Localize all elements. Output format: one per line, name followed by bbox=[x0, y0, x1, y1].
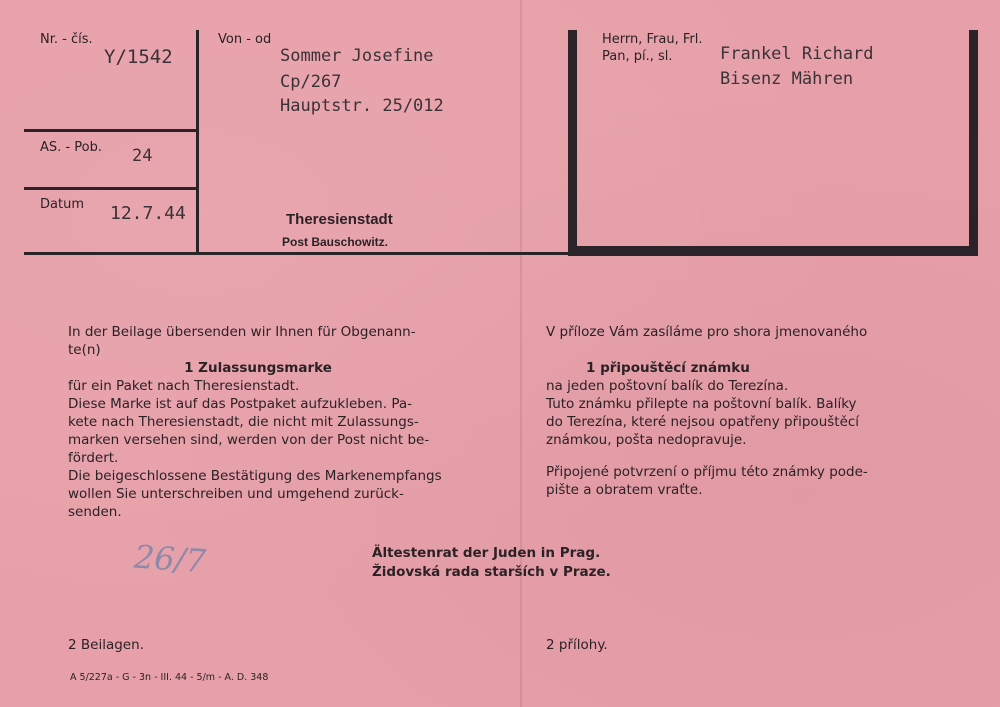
german-item: 1 Zulassungsmarke bbox=[184, 360, 332, 376]
recipient-name: Frankel Richard bbox=[720, 44, 874, 64]
sender-line3: Hauptstr. 25/012 bbox=[280, 96, 444, 116]
czech-body-3: do Terezína, které nejsou opatřeny připouštěcí bbox=[546, 414, 860, 430]
recipient-label2: Pan, pí., sl. bbox=[602, 49, 673, 64]
german-text bbox=[68, 323, 508, 521]
paper-fold bbox=[520, 0, 522, 707]
recipient-box-right bbox=[969, 30, 978, 256]
stamp-line1: Theresienstadt bbox=[286, 211, 393, 228]
german-intro-1: In der Beilage übersenden wir Ihnen für Obgenann- bbox=[68, 324, 416, 340]
czech-intro: V příloze Vám zasíláme pro shora jmenovaného bbox=[546, 324, 868, 340]
as-rule bbox=[24, 187, 196, 190]
datum-label: Datum bbox=[40, 197, 84, 212]
signature-line1: Ältestenrat der Juden in Prag. bbox=[372, 545, 601, 561]
sender-line2: Cp/267 bbox=[280, 72, 342, 92]
footer-code: A 5/227a - G - 3n - III. 44 - 5/m - A. D. 348 bbox=[70, 672, 269, 683]
czech-attachments: 2 přílohy. bbox=[546, 637, 608, 653]
czech-body-2: Tuto známku přilepte na poštovní balík. Balíky bbox=[546, 396, 857, 412]
recipient-label1: Herrn, Frau, Frl. bbox=[602, 32, 703, 47]
von-label: Von - od bbox=[218, 32, 272, 47]
sender-name: Sommer Josefine bbox=[280, 46, 434, 66]
header-bottom-rule bbox=[24, 252, 574, 255]
german-body-2: Diese Marke ist auf das Postpaket aufzukleben. Pa- bbox=[68, 396, 412, 412]
german-body-7: wollen Sie unterschreiben und umgehend zurück- bbox=[68, 486, 404, 502]
as-value: 24 bbox=[132, 146, 153, 166]
czech-body-4: známkou, pošta nedopravuje. bbox=[546, 432, 747, 448]
nr-label: Nr. - čís. bbox=[40, 32, 93, 47]
recipient-box-bottom bbox=[568, 246, 978, 256]
german-body-5: fördert. bbox=[68, 450, 119, 466]
german-body-1: für ein Paket nach Theresienstadt. bbox=[68, 378, 300, 394]
german-body-8: senden. bbox=[68, 504, 122, 520]
czech-body2-1: Připojené potvrzení o příjmu této známky pode- bbox=[546, 464, 868, 480]
pencil-note: 26/7 bbox=[132, 537, 208, 581]
czech-item: 1 připouštěcí známku bbox=[586, 360, 750, 376]
datum-value: 12.7.44 bbox=[110, 203, 186, 224]
as-label: AS. - Pob. bbox=[40, 140, 102, 155]
czech-body2-2: pište a obratem vraťte. bbox=[546, 482, 703, 498]
nr-rule bbox=[24, 129, 196, 132]
czech-body-1: na jeden poštovní balík do Terezína. bbox=[546, 378, 789, 394]
german-body-3: kete nach Theresienstadt, die nicht mit Zulassungs- bbox=[68, 414, 419, 430]
nr-value: Y/1542 bbox=[104, 46, 173, 68]
stamp-line2: Post Bauschowitz. bbox=[282, 235, 389, 249]
german-attachments: 2 Beilagen. bbox=[68, 637, 144, 653]
signature-line2: Židovská rada starších v Praze. bbox=[372, 564, 611, 580]
german-intro-2: te(n) bbox=[68, 342, 101, 358]
left-col-divider bbox=[196, 30, 199, 252]
recipient-box-left bbox=[568, 30, 577, 256]
czech-text bbox=[546, 323, 946, 499]
german-body-4: marken versehen sind, werden von der Post nicht be- bbox=[68, 432, 430, 448]
recipient-place: Bisenz Mähren bbox=[720, 69, 854, 89]
german-body-6: Die beigeschlossene Bestätigung des Markenempfangs bbox=[68, 468, 442, 484]
